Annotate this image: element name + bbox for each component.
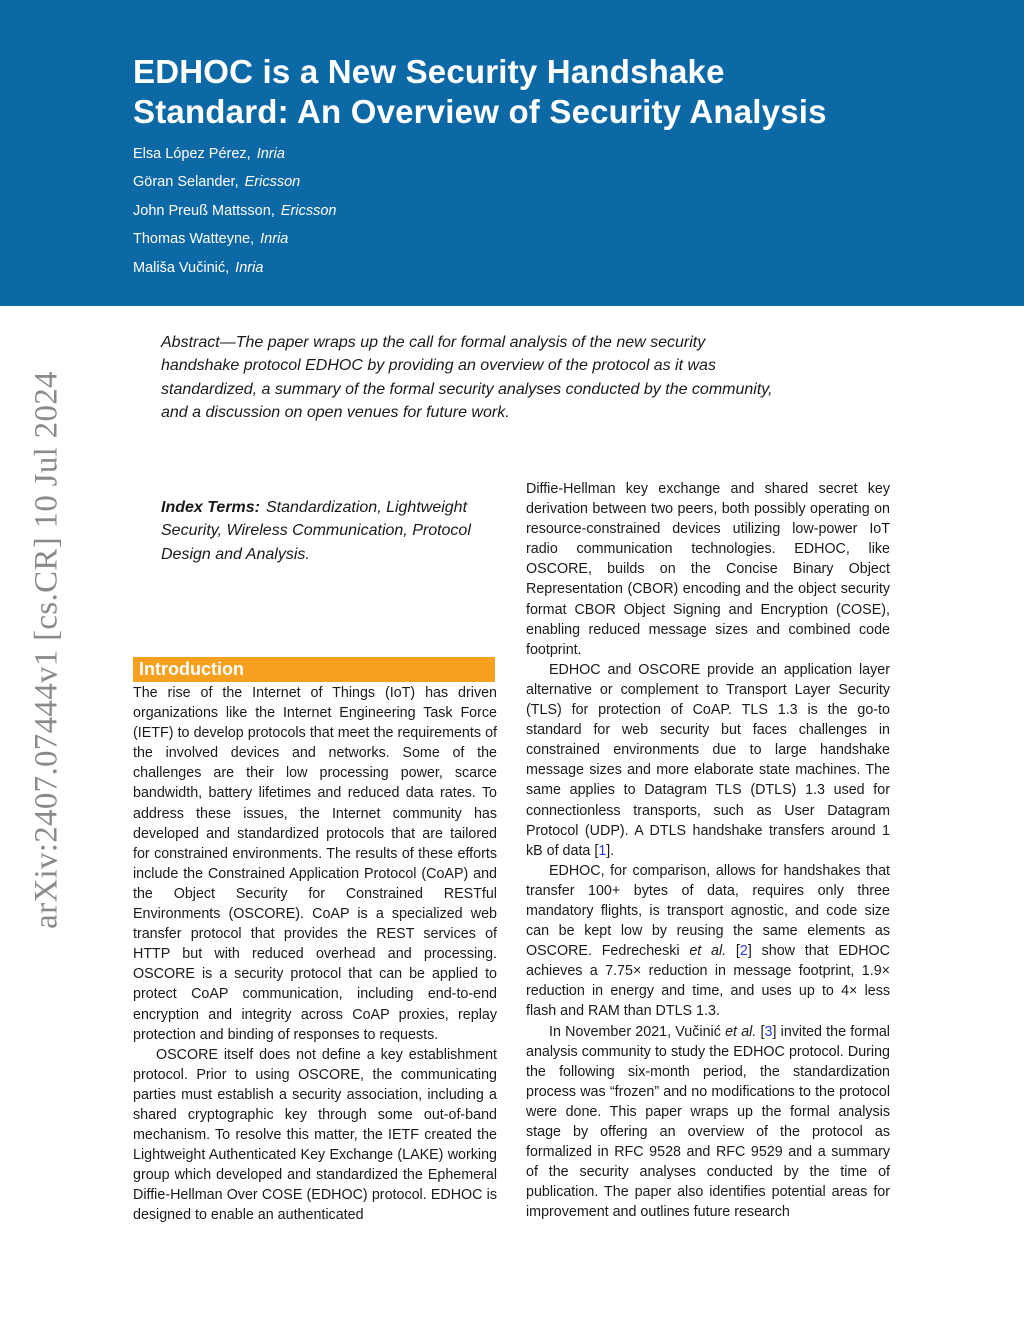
author-name: Mališa Vučinić, <box>133 259 230 276</box>
citation-link[interactable]: 3 <box>764 1023 773 1040</box>
left-column <box>133 683 497 1226</box>
paragraph: The rise of the Internet of Things (IoT) has driven organizations like the Internet Engineering Task Force (IETF) to develop protocols that meet the requirements of the involved devices and networks. Some of the challenges are their low processing power, scarce bandwidth, battery lifetimes and reduced data rates. To address these issues, the Internet community has developed and standardized protocols that are tailored for constrained environments. The results of these efforts include the Constrained Application Protocol (CoAP) and the Object Security for Constrained RESTful Environments (OSCORE). CoAP is a specialized web transfer protocol that provides the REST services of HTTP but with reduced overhead and processing. OSCORE is a security protocol that can be applied to protect CoAP communication, including end-to-end encryption and integrity across CoAP proxies, replay protection and binding of responses to requests. <box>133 685 497 1043</box>
paragraph-text: In November 2021, Vučinić <box>549 1023 726 1040</box>
title-line-1: EDHOC is a New Security Handshake <box>133 53 725 90</box>
title-banner <box>0 0 1024 306</box>
et-al: et al. <box>725 1023 757 1040</box>
author-affiliation: Ericsson <box>280 202 337 219</box>
paragraph-text: ] invited the formal analysis community to study the EDHOC protocol. During the following six-month period, the standardization process was “frozen” and no modifications to the protocol were done. This paper wraps up the formal analysis stage by offering an overview of the protocol as formalized in RFC 9528 and RFC 9529 and a summary of the security analyses conducted by the time of publication. The paper also identifies potential areas for improvement and outlines future research <box>526 1023 890 1221</box>
author-3 <box>133 200 336 228</box>
author-4 <box>133 228 336 256</box>
paragraph <box>526 861 890 1022</box>
paragraph-text: [ <box>726 943 740 960</box>
paragraph-text: [ <box>756 1023 765 1040</box>
citation-link[interactable]: 1 <box>598 842 607 859</box>
section-heading-introduction: Introduction <box>133 657 495 682</box>
citation-link[interactable]: 2 <box>739 943 748 960</box>
et-al: et al. <box>689 943 727 960</box>
author-affiliation: Inria <box>235 259 264 276</box>
paper-title <box>133 52 993 132</box>
author-affiliation: Inria <box>260 231 289 248</box>
author-name: Elsa López Pérez, <box>133 146 251 162</box>
title-line-2: Standard: An Overview of Security Analysis <box>133 93 827 130</box>
author-name: John Preuß Mattsson, <box>133 202 275 219</box>
paragraph-text: ]. <box>606 842 615 859</box>
author-2 <box>133 171 336 199</box>
author-1 <box>133 143 336 171</box>
abstract: Abstract—The paper wraps up the call for formal analysis of the new security handshake protocol EDHOC by providing an overview of the protocol as it was standardized, a summary of the formal security analyses conducted by the community, and a discussion on open venues for future work. <box>161 334 773 421</box>
paragraph-text: EDHOC and OSCORE provide an application layer alternative or complement to Transport Layer Security (TLS) for protection of CoAP. TLS 1.3 is the go-to standard for web security but faces challenges in constrained environments due to large handshake message sizes and more elaborate state machines. The same applies to Datagram TLS (DTLS) 1.3 used for connectionless transports, such as User Datagram Protocol (UDP). A DTLS handshake transfers around 1 kB of data [ <box>526 661 890 859</box>
paragraph: Diffie-Hellman key exchange and shared secret key derivation between two peers, both possibly operating on resource-constrained devices utilizing low-power IoT radio communication technologies. EDHOC, like OSCORE, builds on the Concise Binary Object Representation (CBOR) encoding and the object security format CBOR Object Signing and Encryption (COSE), enabling reduced message sizes and combined code footprint. <box>526 481 890 658</box>
paragraph <box>526 660 890 861</box>
arxiv-identifier: arXiv:2407.07444v1 [cs.CR] 10 Jul 2024 <box>28 371 65 929</box>
index-terms <box>161 496 501 566</box>
paragraph: OSCORE itself does not define a key establishment protocol. Prior to using OSCORE, the communicating parties must establish a security association, including a shared cryptographic key through some out-of-band mechanism. To resolve this matter, the IETF created the Lightweight Authenticated Key Exchange (LAKE) working group which developed and standardized the Ephemeral Diffie-Hellman Over COSE (EDHOC) protocol. EDHOC is designed to enable an authenticated <box>133 1046 497 1224</box>
author-affiliation: Ericsson <box>244 174 301 191</box>
author-affiliation: Inria <box>256 146 285 162</box>
index-terms-text: Standardization, Lightweight Security, Wireless Communication, Protocol Design and Analysis. <box>161 499 471 563</box>
author-list <box>133 143 336 285</box>
index-terms-label: Index Terms: <box>161 499 260 516</box>
author-5 <box>133 257 336 285</box>
paragraph-text: EDHOC, for comparison, allows for handshakes that transfer 100+ bytes of data, requires only three mandatory flights, is transport agnostic, and code size can be kept low by reusing the same elements as OSCORE. Fedrecheski <box>526 862 890 960</box>
right-column <box>526 479 890 1222</box>
author-name: Thomas Watteyne, <box>133 231 255 248</box>
paragraph <box>526 1022 890 1223</box>
paragraph-text: ] show that EDHOC achieves a 7.75× reduction in message footprint, 1.9× reduction in energy and time, and uses up to 4× less flash and RAM than DTLS 1.3. <box>526 943 890 1020</box>
author-name: Göran Selander, <box>133 174 239 191</box>
